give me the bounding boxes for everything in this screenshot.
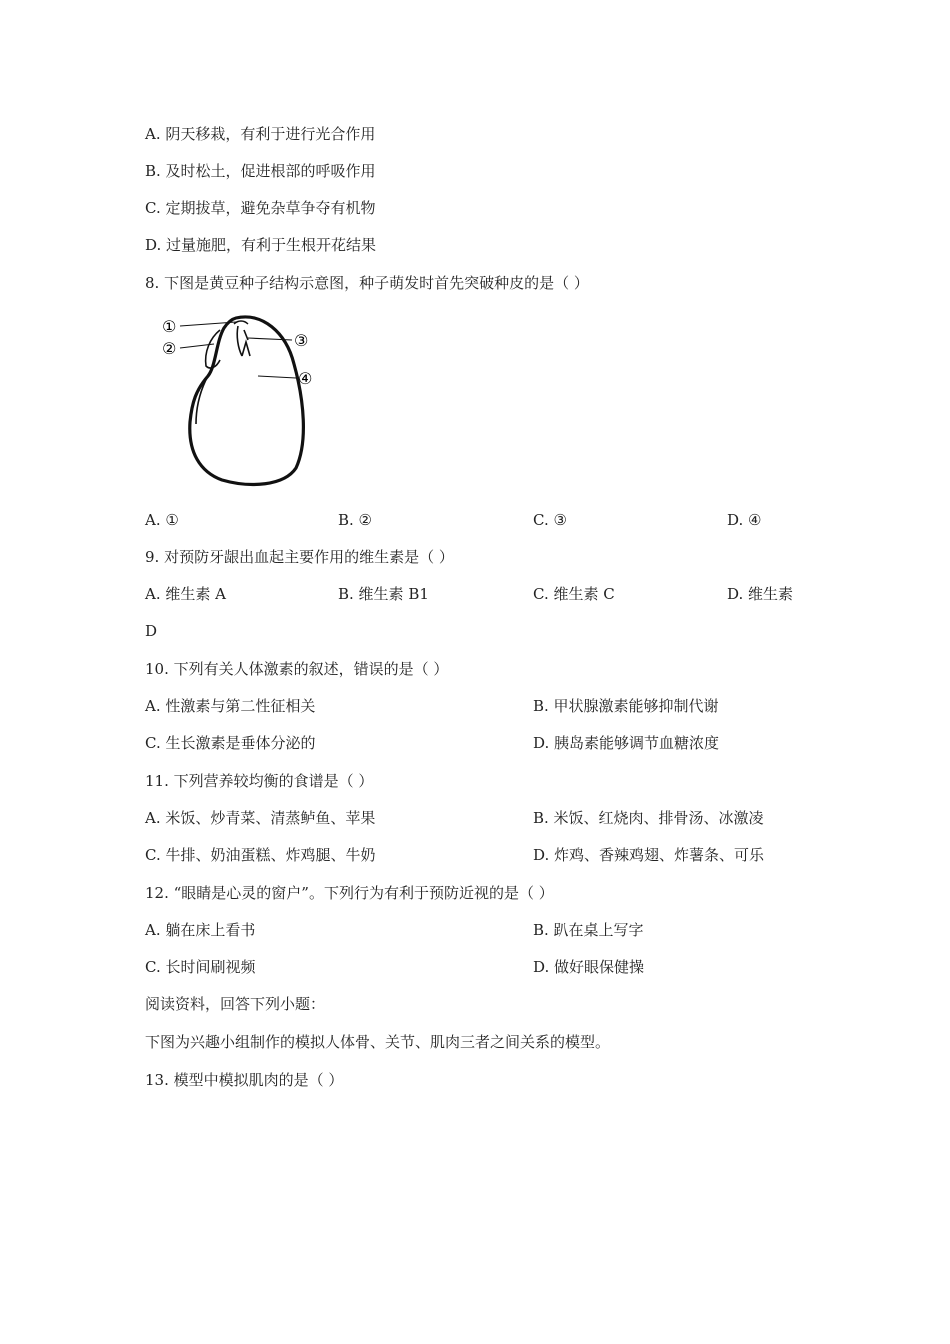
soybean-seed-diagram [158, 312, 328, 492]
q12-stem: 12. “眼睛是心灵的窗户”。下列行为有利于预防近视的是（ ） [145, 884, 554, 902]
reading-text: 下图为兴趣小组制作的模拟人体骨、关节、肌肉三者之间关系的模型。 [145, 1033, 611, 1051]
q12-option-b: B. 趴在桌上写字 [533, 921, 644, 939]
q12-option-c: C. 长时间刷视频 [145, 958, 256, 976]
q11-option-c: C. 牛排、奶油蛋糕、炸鸡腿、牛奶 [145, 846, 376, 864]
q12-option-d: D. 做好眼保健操 [533, 958, 645, 976]
figure-label-4: ④ [298, 369, 313, 388]
q11-stem: 11. 下列营养较均衡的食谱是（ ） [145, 772, 374, 790]
q8-option-b: B. ② [338, 511, 373, 529]
q9-option-c: C. 维生素 C [533, 585, 615, 603]
q7-option-c: C. 定期拔草，避免杂草争夺有机物 [145, 199, 376, 217]
q7-option-b: B. 及时松土，促进根部的呼吸作用 [145, 162, 376, 180]
q11-option-d: D. 炸鸡、香辣鸡翅、炸薯条、可乐 [533, 846, 765, 864]
q8-option-a: A. ① [145, 511, 179, 529]
q9-stem: 9. 对预防牙龈出血起主要作用的维生素是（ ） [145, 548, 454, 566]
q12-option-a: A. 躺在床上看书 [145, 921, 256, 939]
q9-option-d-wrap: D [145, 622, 158, 640]
q8-option-d: D. ④ [727, 511, 762, 529]
reading-intro: 阅读资料，回答下列小题： [145, 995, 326, 1013]
q10-option-d: D. 胰岛素能够调节血糖浓度 [533, 734, 720, 752]
q13-stem: 13. 模型中模拟肌肉的是（ ） [145, 1071, 344, 1089]
q10-option-c: C. 生长激素是垂体分泌的 [145, 734, 316, 752]
q9-option-a: A. 维生素 A [145, 585, 226, 603]
q9-option-d: D. 维生素 [727, 585, 794, 603]
q10-stem: 10. 下列有关人体激素的叙述，错误的是（ ） [145, 660, 449, 678]
q8-option-c: C. ③ [533, 511, 567, 529]
figure-label-1: ① [162, 317, 177, 336]
q11-option-b: B. 米饭、红烧肉、排骨汤、冰激凌 [533, 809, 764, 827]
q10-option-a: A. 性激素与第二性征相关 [145, 697, 316, 715]
q11-option-a: A. 米饭、炒青菜、清蒸鲈鱼、苹果 [145, 809, 376, 827]
q10-option-b: B. 甲状腺激素能够抑制代谢 [533, 697, 719, 715]
figure-label-2: ② [162, 339, 177, 358]
q8-stem: 8. 下图是黄豆种子结构示意图，种子萌发时首先突破种皮的是（ ） [145, 274, 589, 292]
q7-option-d: D. 过量施肥，有利于生根开花结果 [145, 236, 377, 254]
q9-option-b: B. 维生素 B1 [338, 585, 429, 603]
figure-label-3: ③ [294, 331, 309, 350]
q7-option-a: A. 阴天移栽，有利于进行光合作用 [145, 125, 376, 143]
